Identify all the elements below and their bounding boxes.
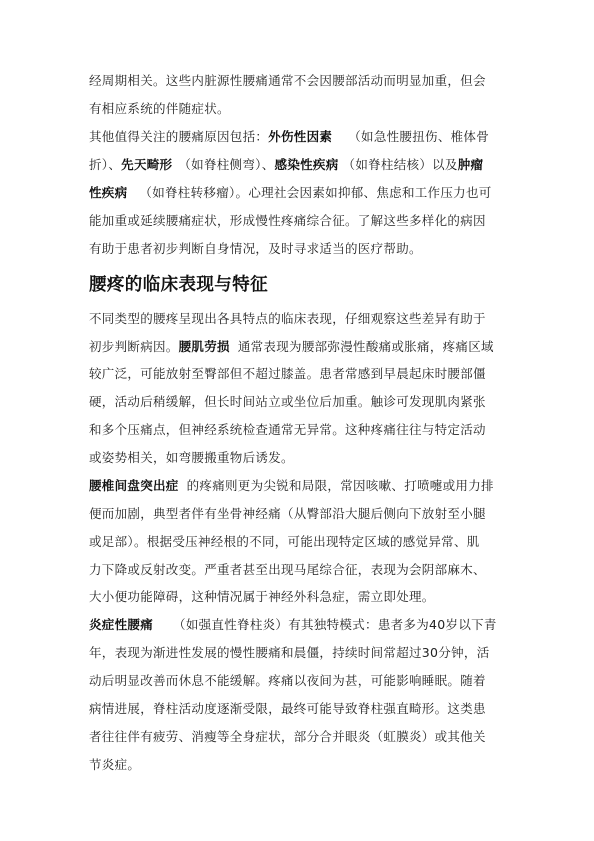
text-span: 不同类型的腰疼呈现出各具特点的临床表现，仔细观察这些差异有助于 [89, 311, 486, 326]
paragraph-line [89, 450, 294, 466]
text-span: 病情进展，脊柱活动度逐渐受限，最终可能导致脊柱强直畸形。这类患 [89, 701, 486, 716]
paragraph-line [89, 394, 486, 410]
text-span: 其他值得关注的腰痛原因包括： [89, 129, 269, 144]
paragraph-line [89, 589, 435, 605]
text-span: 有相应系统的伴随症状。 [89, 101, 230, 116]
text-span: 经周期相关。这些内脏源性腰痛通常不会因腰部活动而明显加重，但会 [89, 73, 486, 88]
bold-term: 感染性疾病 [274, 157, 339, 172]
paragraph-line [89, 506, 486, 522]
text-span: 的疼痛则更为尖锐和局限，常因咳嗽、打喷嚏或用力排 [186, 478, 494, 493]
text-span: 动后明显改善而休息不能缓解。疼痛以夜间为甚，可能影响睡眠。随着 [89, 673, 486, 688]
section-heading: 腰疼的临床表现与特征 [89, 275, 268, 295]
bold-term: 腰椎间盘突出症 [89, 478, 179, 493]
text-span: （如急性腰扭伤、椎体骨 [348, 129, 490, 144]
paragraph-line [89, 185, 492, 201]
bold-term: 炎症性腰痛 [89, 617, 154, 632]
paragraph-line [89, 73, 486, 89]
text-span: 力下降或反射改变。严重者甚至出现马尾综合征，表现为会阴部麻木、 [89, 562, 486, 577]
paragraph-line [89, 339, 494, 355]
paragraph-line [89, 562, 486, 578]
paragraph-line [89, 534, 480, 550]
text-span: 折）、 [89, 157, 122, 172]
text-span: 或姿势相关，如弯腰搬重物后诱发。 [89, 450, 294, 465]
bold-term: 先天畸形 [121, 157, 173, 172]
text-span: 节炎症。 [89, 757, 141, 772]
text-span: 或足部）。根据受压神经根的不同，可能出现特定区域的感觉异常、肌 [89, 534, 480, 549]
text-span: （如强直性脊柱炎）有其独特模式：患者多为40岁以下青 [173, 617, 497, 632]
text-span: 能加重或延续腰痛症状，形成慢性疼痛综合征。了解这些多样化的病因 [89, 213, 486, 228]
paragraph-line [89, 701, 486, 717]
bold-term: 肿瘤 [457, 157, 484, 172]
text-span: 硬，活动后稍缓解，但长时间站立或坐位后加重。触诊可发现肌肉紧张 [89, 394, 486, 409]
text-span: 初步判断病因。 [89, 339, 179, 354]
text-span: （如脊柱转移瘤）。心理社会因素如抑郁、焦虑和工作压力也可 [139, 185, 492, 200]
text-span: 大小便功能障碍，这种情况属于神经外科急症，需立即处理。 [89, 589, 435, 604]
text-span: （如脊柱侧弯）、 [178, 157, 275, 172]
bold-term: 外伤性因素 [268, 129, 333, 144]
paragraph-line [89, 645, 490, 661]
paragraph-line [89, 311, 486, 327]
paragraph-line [89, 757, 140, 773]
text-span: 较广泛，可能放射至臀部但不超过膝盖。患者常感到早晨起床时腰部僵 [89, 366, 486, 381]
paragraph-line [89, 422, 486, 438]
paragraph-line [89, 617, 497, 633]
paragraph-line [89, 729, 486, 745]
bold-term: 性疾病 [89, 185, 128, 200]
paragraph-line [89, 478, 494, 494]
paragraph-line [89, 129, 489, 145]
paragraph-line [89, 366, 486, 382]
text-span: （如脊柱结核）以及 [342, 157, 458, 172]
bold-term: 腰肌劳损 [178, 339, 230, 354]
text-span: 年，表现为渐进性发展的慢性腰痛和晨僵，持续时间常超过30分钟，活 [89, 645, 490, 660]
paragraph-line [89, 101, 230, 117]
text-span: 通常表现为腰部弥漫性酸痛或胀痛，疼痛区域 [237, 339, 494, 354]
text-span: 便而加剧，典型者伴有坐骨神经痛（从臀部沿大腿后侧向下放射至小腿 [89, 506, 486, 521]
paragraph-line [89, 673, 486, 689]
paragraph-line [89, 213, 486, 229]
text-span: 和多个压痛点，但神经系统检查通常无异常。这种疼痛往往与特定活动 [89, 422, 486, 437]
text-span: 有助于患者初步判断自身情况，及时寻求适当的医疗帮助。 [89, 241, 422, 256]
text-span: 者往往伴有疲劳、消瘦等全身症状，部分合并眼炎（虹膜炎）或其他关 [89, 729, 486, 744]
paragraph-line [89, 241, 422, 257]
paragraph-line [89, 157, 483, 173]
